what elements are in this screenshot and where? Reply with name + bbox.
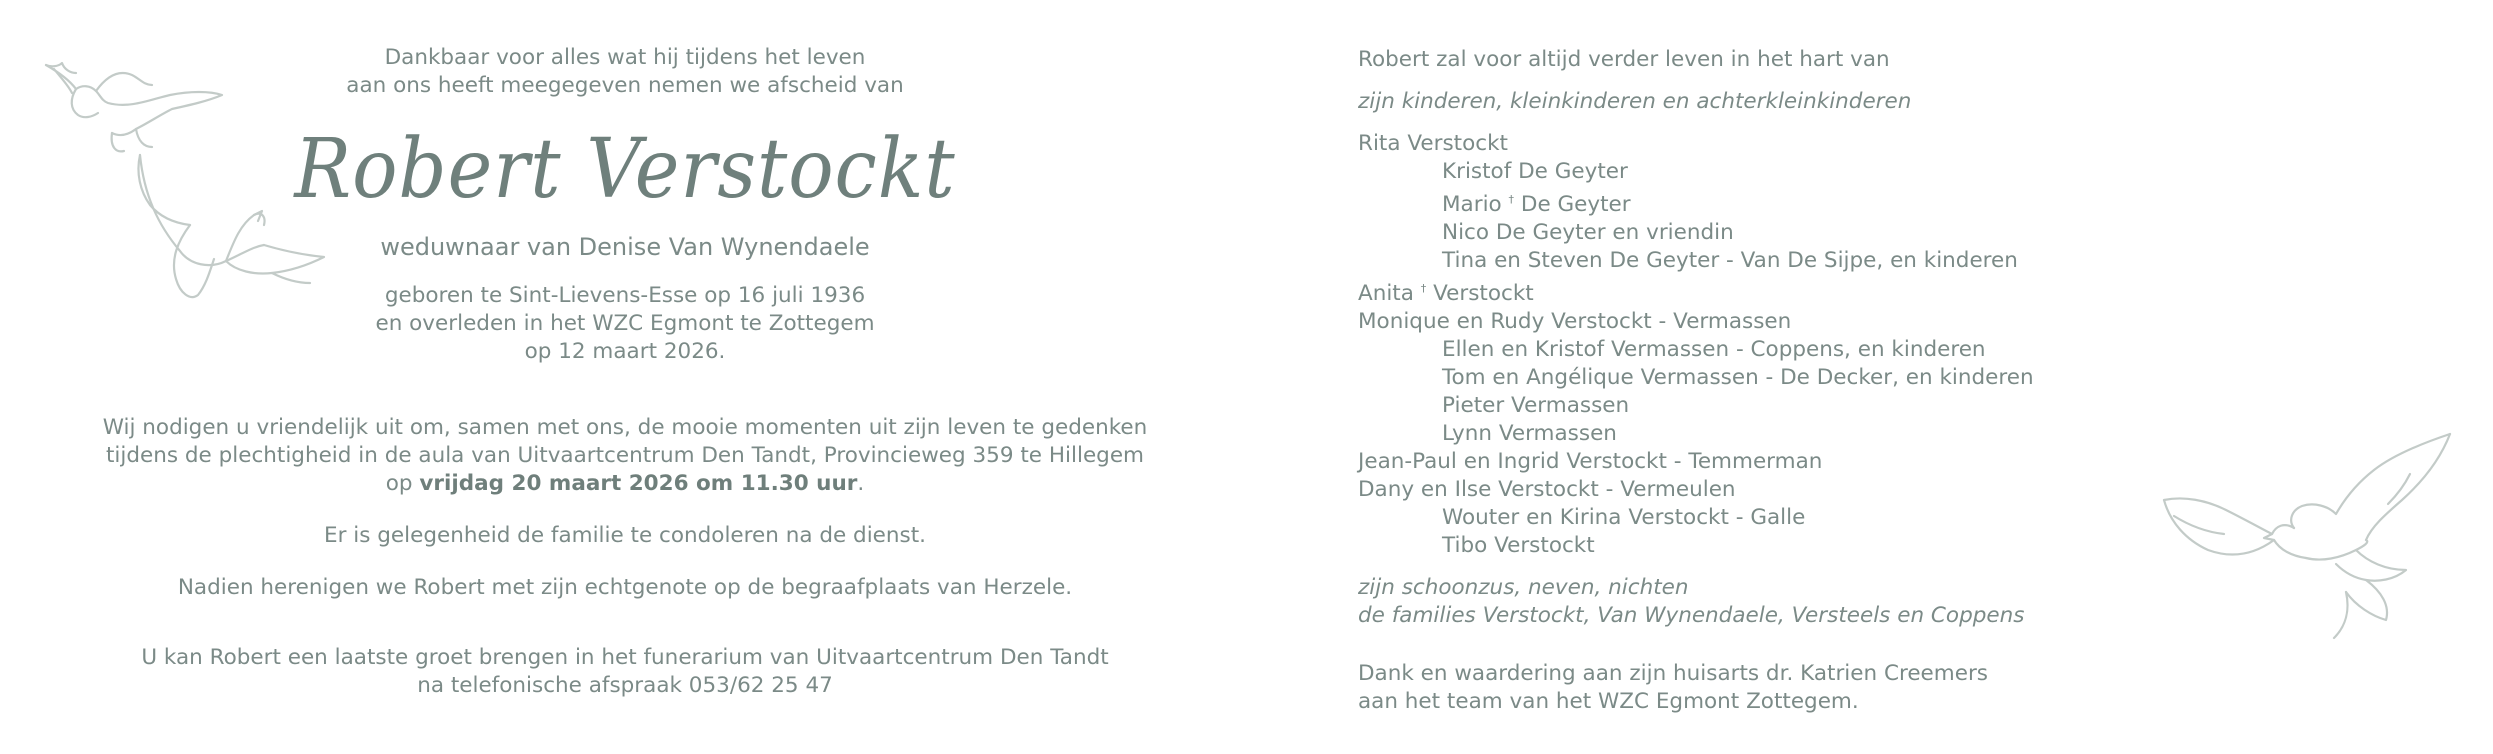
born-line-2: en overleden in het WZC Egmont te Zottegem: [375, 311, 875, 336]
thanks-line-1: Dank en waardering aan zijn huisarts dr. Katrien Creemers: [1358, 661, 1988, 686]
family-member: Tom en Angélique Vermassen - De Decker, en kinderen: [1442, 365, 2034, 390]
family-member: Wouter en Kirina Verstockt - Galle: [1442, 505, 1806, 530]
funerarium-line-2: na telefonische afspraak 053/62 25 47: [417, 673, 833, 698]
condolence-line: Er is gelegenheid de familie te condoleren na de dienst.: [324, 523, 926, 548]
deceased-cross: †: [1508, 193, 1515, 206]
funerarium-line-1: U kan Robert een laatste groet brengen in het funerarium van Uitvaartcentrum Den Tandt: [141, 645, 1109, 670]
widower-line: weduwnaar van Denise Van Wynendaele: [380, 233, 870, 261]
burial-line: Nadien herenigen we Robert met zijn echtgenote op de begraafplaats van Herzele.: [177, 575, 1073, 600]
family-member: Rita Verstockt: [1358, 131, 1508, 156]
born-line-3: op 12 maart 2026.: [524, 339, 726, 364]
family-member: Lynn Vermassen: [1442, 421, 1617, 446]
intro-line-2: aan ons heeft meegegeven nemen we afscheid van: [346, 73, 904, 98]
dove-icon: [2160, 430, 2460, 670]
born-line-1: geboren te Sint-Lievens-Esse op 16 juli 1936: [384, 283, 866, 308]
relatives-line-1: zijn schoonzus, neven, nichten: [1358, 575, 1689, 600]
family-member: Ellen en Kristof Vermassen - Coppens, en kinderen: [1442, 337, 1986, 362]
family-member: Monique en Rudy Verstockt - Vermassen: [1358, 309, 1792, 334]
invite-line-3: [60, 470, 1190, 498]
family-member: Tina en Steven De Geyter - Van De Sijpe, en kinderen: [1442, 248, 2018, 273]
deceased-name: Robert Verstockt: [294, 122, 956, 217]
family-member: Anita † Verstockt: [1358, 281, 1534, 306]
family-member: Mario † De Geyter: [1442, 192, 1631, 217]
thanks-line-2: aan het team van het WZC Egmont Zottegem.: [1358, 689, 1859, 714]
family-member: Pieter Vermassen: [1442, 393, 1630, 418]
invite-suffix: .: [857, 471, 865, 496]
invite-line-2: tijdens de plechtigheid in de aula van Uitvaartcentrum Den Tandt, Provincieweg 359 te Hillegem: [105, 443, 1144, 468]
left-panel: [60, 44, 1190, 700]
family-member: Jean-Paul en Ingrid Verstockt - Temmerman: [1358, 449, 1823, 474]
family-member: Dany en Ilse Verstockt - Vermeulen: [1358, 477, 1736, 502]
right-heading: Robert zal voor altijd verder leven in het hart van: [1358, 47, 1890, 72]
family-member: Tibo Verstockt: [1442, 533, 1595, 558]
family-list: [1358, 130, 2158, 560]
relatives-line-2: de families Verstockt, Van Wynendaele, Versteels en Coppens: [1358, 603, 2025, 628]
family-member: Kristof De Geyter: [1442, 159, 1628, 184]
intro-line-1: Dankbaar voor alles wat hij tijdens het leven: [384, 45, 866, 70]
family-member: Nico De Geyter en vriendin: [1442, 220, 1734, 245]
service-datetime: vrijdag 20 maart 2026 om 11.30 uur: [419, 471, 858, 496]
invite-prefix: op: [385, 471, 420, 496]
deceased-cross: †: [1420, 282, 1427, 295]
right-subheading: zijn kinderen, kleinkinderen en achterkleinkinderen: [1358, 89, 1912, 114]
right-panel: [1358, 46, 2158, 716]
invite-line-1: Wij nodigen u vriendelijk uit om, samen met ons, de mooie momenten uit zijn leven te gedenken: [102, 415, 1148, 440]
